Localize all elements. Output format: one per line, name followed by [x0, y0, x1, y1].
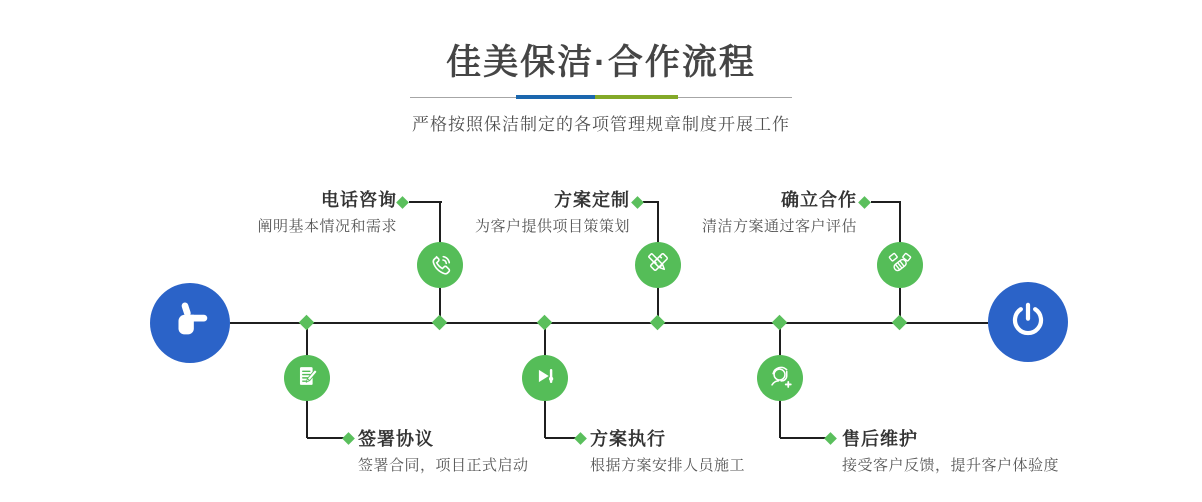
step-circle-design [635, 242, 681, 288]
timeline-diamond [537, 315, 553, 331]
timeline-diamond [772, 315, 788, 331]
step-title: 确立合作 [781, 190, 857, 210]
step-description: 接受客户反馈，提升客户体验度 [842, 457, 1060, 474]
contract-sign-icon [292, 361, 322, 396]
divider-blue-segment [516, 95, 595, 99]
timeline-main-line [230, 322, 988, 324]
headset-support-icon [765, 361, 795, 396]
label-line-top-1 [409, 201, 442, 203]
timeline-diamond [892, 315, 908, 331]
step-description: 签署合同，项目正式启动 [358, 457, 529, 474]
step-establish-coop [702, 188, 857, 237]
page-subtitle: 严格按照保洁制定的各项管理规章制度开展工作 [412, 115, 790, 134]
step-description: 为客户提供项目策策划 [474, 218, 630, 235]
label-line-top-2 [643, 201, 659, 203]
pointing-hand-icon [167, 298, 213, 349]
label-diamond [858, 196, 871, 209]
step-circle-phone [417, 242, 463, 288]
step-title: 方案执行 [590, 429, 666, 449]
label-line-top-3 [871, 201, 901, 203]
pencil-ruler-icon [643, 248, 673, 283]
title-divider [410, 95, 792, 100]
page-title: 佳美保洁·合作流程 [446, 43, 756, 82]
step-sign-agreement [358, 427, 529, 476]
label-diamond [824, 432, 837, 445]
step-phone-consult [257, 188, 397, 237]
timeline-diamond [650, 315, 666, 331]
step-aftersales-service [842, 427, 1059, 476]
play-forward-icon [530, 361, 560, 396]
label-diamond [396, 196, 409, 209]
step-title: 售后维护 [842, 429, 918, 449]
flow-start-node [150, 283, 230, 363]
power-icon [1006, 298, 1050, 347]
label-diamond [342, 432, 355, 445]
step-circle-handshake [877, 242, 923, 288]
divider-green-segment [595, 95, 678, 99]
flow-end-node [988, 282, 1068, 362]
timeline-diamond [299, 315, 315, 331]
label-line-bottom-3 [780, 437, 826, 439]
step-description: 清洁方案通过客户评估 [701, 218, 857, 235]
label-diamond [574, 432, 587, 445]
step-title: 签署协议 [358, 429, 434, 449]
step-circle-aftersales [757, 355, 803, 401]
label-diamond [631, 196, 644, 209]
phone-icon [425, 248, 455, 283]
step-description: 阐明基本情况和需求 [257, 218, 397, 235]
handshake-icon [885, 248, 915, 283]
step-title: 方案定制 [554, 190, 630, 210]
label-line-bottom-1 [307, 437, 344, 439]
step-description: 根据方案安排人员施工 [590, 457, 746, 474]
step-plan-execute [590, 427, 745, 476]
step-circle-execute [522, 355, 568, 401]
timeline-diamond [432, 315, 448, 331]
step-circle-contract [284, 355, 330, 401]
label-line-bottom-2 [545, 437, 576, 439]
step-title: 电话咨询 [321, 190, 397, 210]
step-plan-custom [475, 188, 630, 237]
